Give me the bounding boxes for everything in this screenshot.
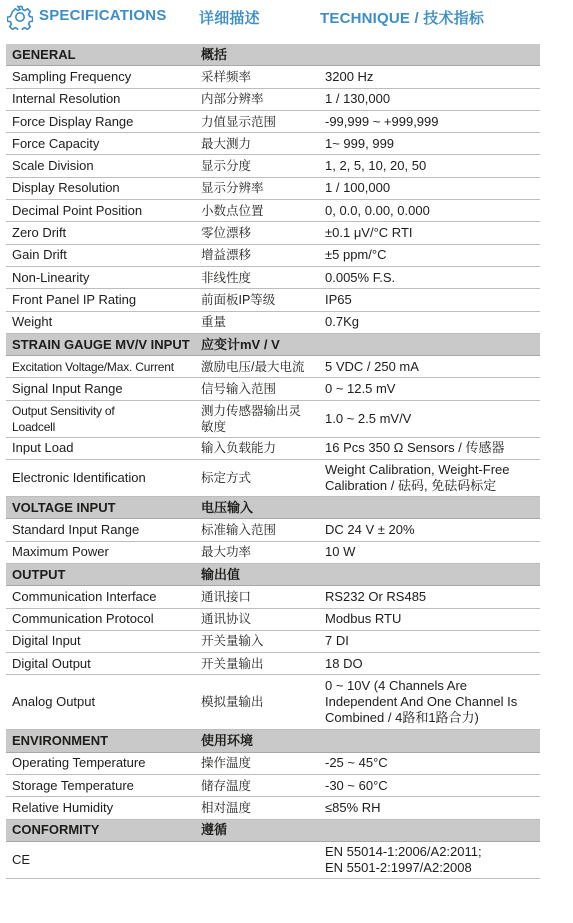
spec-value: EN 55014-1:2006/A2:2011; EN 5501-2:1997/A2:2008 [319,841,540,878]
spec-value: 1.0 ~ 2.5 mV/V [319,400,540,437]
spec-label-zh: 标准输入范围 [195,519,319,541]
title-technique: TECHNIQUE / 技术指标 [320,10,485,27]
table-row [6,133,540,155]
spec-label-zh: 力值显示范围 [195,110,319,132]
section-filler [319,333,540,355]
spec-value: 3200 Hz [319,66,540,88]
table-row [6,460,540,497]
section-title-en: STRAIN GAUGE MV/V INPUT [6,333,195,355]
table-row [6,541,540,563]
title-specifications: SPECIFICATIONS [39,7,167,24]
section-title-en: CONFORMITY [6,819,195,841]
table-row [6,356,540,378]
spec-value: 0, 0.0, 0.00, 0.000 [319,200,540,222]
spec-value: IP65 [319,289,540,311]
spec-label-en: Output Sensitivity of Loadcell [6,400,195,437]
spec-label-en: Force Capacity [6,133,195,155]
spec-value: 0 ~ 12.5 mV [319,378,540,400]
spec-value: 0.7Kg [319,311,540,333]
gear-icon [7,4,33,30]
spec-label-zh: 信号输入范围 [195,378,319,400]
spec-value: Weight Calibration, Weight-Free Calibration / 砝码, 免砝码标定 [319,460,540,497]
section-header [6,333,540,355]
table-row [6,675,540,730]
spec-label-zh: 操作温度 [195,752,319,774]
spec-label-zh: 通讯接口 [195,586,319,608]
spec-label-zh: 开关量输入 [195,630,319,652]
table-row [6,311,540,333]
spec-label-zh: 增益漂移 [195,244,319,266]
section-title-en: VOLTAGE INPUT [6,497,195,519]
spec-value: -99,999 ~ +999,999 [319,110,540,132]
section-title-zh: 应变计mV / V [195,333,319,355]
spec-label-en: Digital Output [6,653,195,675]
spec-label-en: Display Resolution [6,177,195,199]
section-filler [319,730,540,752]
table-row [6,775,540,797]
spec-label-en: Operating Temperature [6,752,195,774]
spec-label-en: Signal Input Range [6,378,195,400]
spec-value: 0 ~ 10V (4 Channels Are Independent And One Channel Is Combined / 4路和1路合力) [319,675,540,730]
section-title-zh: 概括 [195,44,319,66]
spec-value: -25 ~ 45°C [319,752,540,774]
spec-label-en: Front Panel IP Rating [6,289,195,311]
spec-label-zh: 小数点位置 [195,200,319,222]
spec-label-en: Storage Temperature [6,775,195,797]
section-header [6,497,540,519]
spec-label-en: Scale Division [6,155,195,177]
title-detail-zh: 详细描述 [199,10,260,27]
spec-label-zh: 开关量输出 [195,653,319,675]
table-row [6,586,540,608]
spec-label-en: Gain Drift [6,244,195,266]
table-row [6,437,540,459]
spec-label-en: Electronic Identification [6,460,195,497]
spec-label-zh: 显示分辨率 [195,177,319,199]
spec-value: DC 24 V ± 20% [319,519,540,541]
spec-table [6,44,540,879]
section-header [6,563,540,585]
spec-label-en: Force Display Range [6,110,195,132]
section-header [6,730,540,752]
spec-label-zh [195,841,319,878]
table-row [6,266,540,288]
spec-label-zh: 非线性度 [195,266,319,288]
section-filler [319,44,540,66]
section-title-zh: 遵循 [195,819,319,841]
spec-label-zh: 模拟量输出 [195,675,319,730]
table-row [6,752,540,774]
spec-label-zh: 采样频率 [195,66,319,88]
table-row [6,841,540,878]
table-row [6,797,540,819]
section-title-en: OUTPUT [6,563,195,585]
spec-label-zh: 输入负载能力 [195,437,319,459]
spec-value: ±0.1 μV/°C RTI [319,222,540,244]
section-filler [319,497,540,519]
table-row [6,88,540,110]
spec-label-en: Decimal Point Position [6,200,195,222]
section-title-en: ENVIRONMENT [6,730,195,752]
spec-label-zh: 通讯协议 [195,608,319,630]
spec-label-en: Zero Drift [6,222,195,244]
spec-label-zh: 前面板IP等级 [195,289,319,311]
spec-label-en: Communication Interface [6,586,195,608]
spec-label-zh: 最大测力 [195,133,319,155]
spec-label-zh: 测力传感器输出灵 敏度 [195,400,319,437]
table-row [6,378,540,400]
spec-value: 16 Pcs 350 Ω Sensors / 传感器 [319,437,540,459]
section-header [6,44,540,66]
spec-value: 0.005% F.S. [319,266,540,288]
spec-label-zh: 激励电压/最大电流 [195,356,319,378]
spec-label-zh: 标定方式 [195,460,319,497]
spec-value: Modbus RTU [319,608,540,630]
table-row [6,110,540,132]
section-filler [319,819,540,841]
table-row [6,222,540,244]
spec-value: 1 / 130,000 [319,88,540,110]
spec-value: 1, 2, 5, 10, 20, 50 [319,155,540,177]
table-row [6,400,540,437]
spec-label-en: Maximum Power [6,541,195,563]
table-row [6,177,540,199]
spec-label-en: Non-Linearity [6,266,195,288]
table-row [6,66,540,88]
spec-label-zh: 最大功率 [195,541,319,563]
spec-label-en: Sampling Frequency [6,66,195,88]
spec-value: 1 / 100,000 [319,177,540,199]
spec-header [0,0,573,34]
spec-label-en: Weight [6,311,195,333]
spec-value: 7 DI [319,630,540,652]
table-row [6,200,540,222]
spec-value: 5 VDC / 250 mA [319,356,540,378]
table-row [6,630,540,652]
section-filler [319,563,540,585]
spec-label-en: Communication Protocol [6,608,195,630]
spec-label-en: CE [6,841,195,878]
section-header [6,819,540,841]
spec-value: -30 ~ 60°C [319,775,540,797]
section-title-en: GENERAL [6,44,195,66]
spec-label-zh: 显示分度 [195,155,319,177]
spec-value: 18 DO [319,653,540,675]
spec-label-en: Standard Input Range [6,519,195,541]
table-row [6,155,540,177]
spec-value: RS232 Or RS485 [319,586,540,608]
spec-label-en: Analog Output [6,675,195,730]
spec-value: 10 W [319,541,540,563]
spec-value: ±5 ppm/°C [319,244,540,266]
spec-value: 1~ 999, 999 [319,133,540,155]
spec-value: ≤85% RH [319,797,540,819]
spec-label-zh: 储存温度 [195,775,319,797]
table-row [6,653,540,675]
spec-label-zh: 内部分辨率 [195,88,319,110]
spec-label-zh: 相对温度 [195,797,319,819]
spec-label-en: Internal Resolution [6,88,195,110]
spec-label-en: Digital Input [6,630,195,652]
section-title-zh: 使用环境 [195,730,319,752]
table-row [6,289,540,311]
spec-label-en: Excitation Voltage/Max. Current [6,356,195,378]
spec-label-zh: 零位漂移 [195,222,319,244]
spec-label-en: Input Load [6,437,195,459]
table-row [6,244,540,266]
spec-label-zh: 重量 [195,311,319,333]
spec-label-en: Relative Humidity [6,797,195,819]
table-row [6,519,540,541]
section-title-zh: 输出值 [195,563,319,585]
section-title-zh: 电压输入 [195,497,319,519]
table-row [6,608,540,630]
